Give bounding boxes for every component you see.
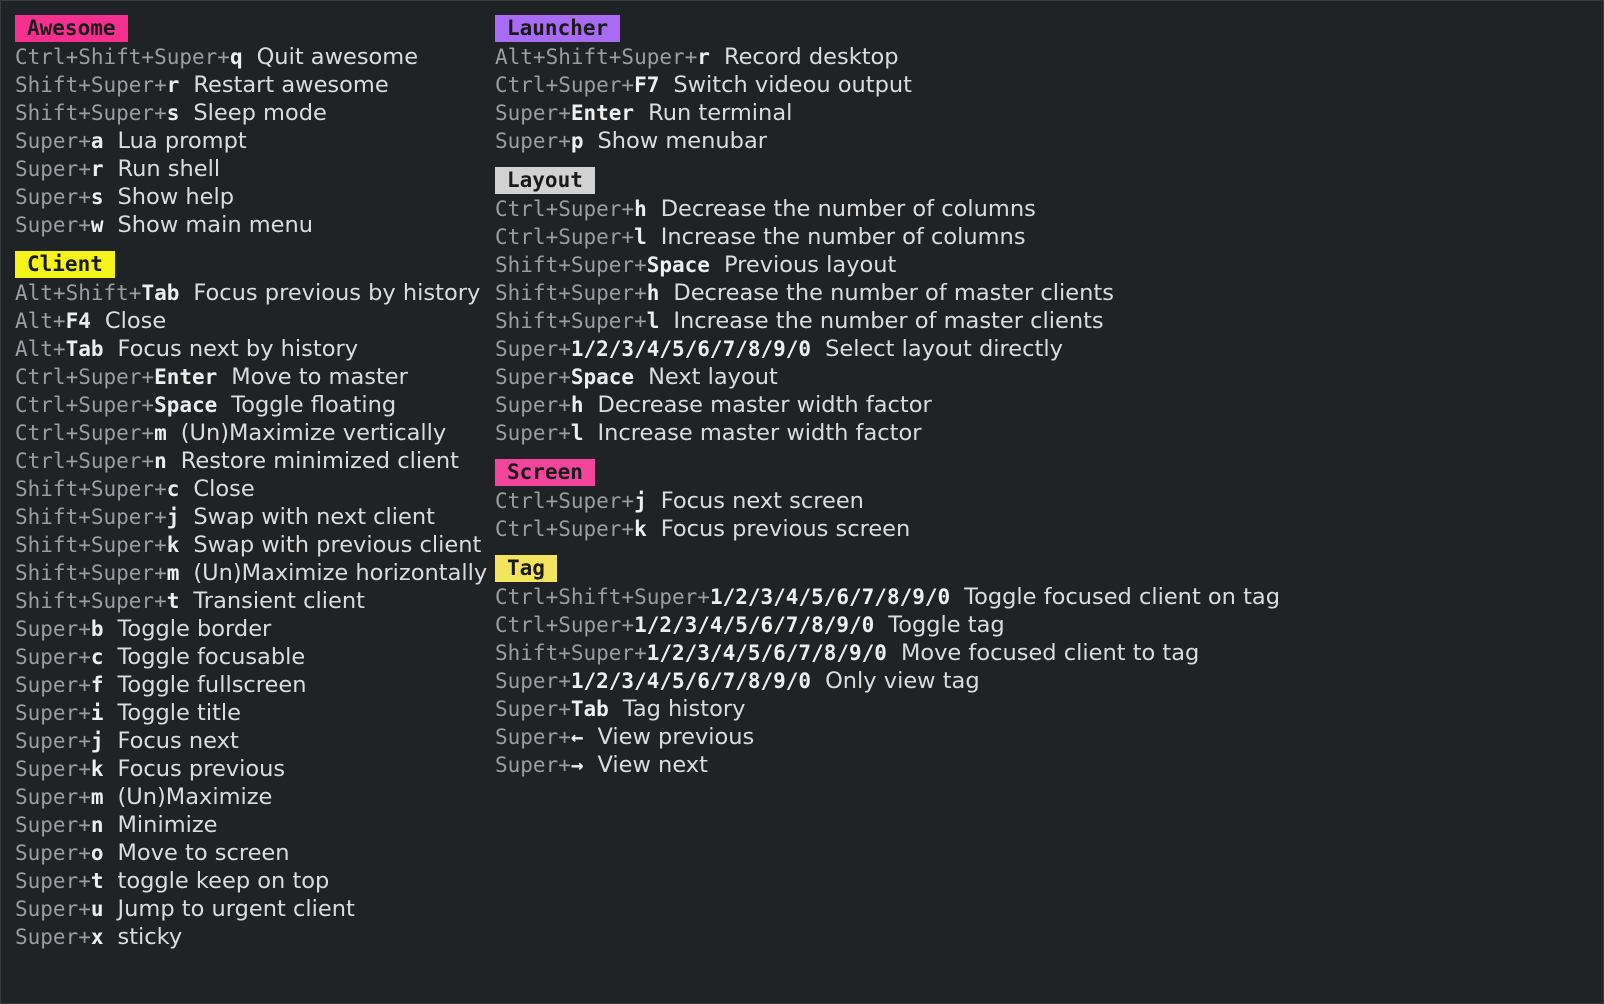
main-key: l: [570, 421, 584, 445]
hotkey-description: Increase the number of master clients: [673, 308, 1104, 334]
hotkey-row: [15, 615, 487, 643]
main-key: n: [154, 449, 167, 473]
modifier-keys: Shift+Super+: [495, 253, 647, 277]
hotkey-description: Only view tag: [825, 668, 980, 694]
hotkey-row: [15, 183, 487, 211]
hotkey-row: [15, 99, 487, 127]
hotkey-description: Move focused client to tag: [900, 640, 1200, 666]
hotkey-description: Toggle fullscreen: [117, 672, 307, 698]
modifier-keys: Alt+: [15, 337, 66, 361]
main-key: Tab: [65, 337, 104, 361]
modifier-keys: Super+: [15, 157, 91, 181]
group-screen: [495, 459, 1280, 543]
hotkey-description: Focus next: [117, 728, 239, 754]
main-key: h: [570, 393, 584, 417]
hotkey-description: Focus previous: [117, 756, 286, 782]
hotkey-row: [15, 307, 487, 335]
modifier-keys: Super+: [15, 213, 91, 237]
main-key: w: [90, 213, 104, 237]
hotkey-row: [15, 643, 487, 671]
main-key: 1/2/3/4/5/6/7/8/9/0: [709, 585, 951, 609]
key-combo: [15, 897, 104, 921]
hotkey-description: Toggle focusable: [117, 644, 306, 670]
modifier-keys: Alt+: [15, 309, 66, 333]
hotkey-row: [495, 583, 1280, 611]
modifier-keys: Shift+Super+: [15, 477, 167, 501]
hotkey-row: [15, 727, 487, 755]
hotkey-description: Swap with previous client: [193, 532, 482, 558]
key-combo: [15, 185, 104, 209]
hotkey-description: Decrease master width factor: [597, 392, 932, 418]
modifier-keys: Super+: [15, 185, 91, 209]
hotkey-row: [15, 71, 487, 99]
hotkey-description: Increase master width factor: [597, 420, 922, 446]
modifier-keys: Super+: [495, 393, 571, 417]
hotkey-description: (Un)Maximize horizontally: [193, 560, 488, 586]
modifier-keys: Ctrl+Super+: [495, 517, 635, 541]
group-layout: [495, 167, 1280, 447]
hotkey-row: [495, 391, 1280, 419]
main-key: →: [570, 753, 584, 777]
hotkey-description: Run terminal: [648, 100, 793, 126]
hotkey-row: [495, 127, 1280, 155]
hotkey-row: [495, 723, 1280, 751]
hotkey-description: Toggle title: [117, 700, 242, 726]
key-combo: [15, 617, 104, 641]
key-combo: [495, 197, 647, 221]
hotkey-row: [15, 211, 487, 239]
key-combo: [495, 253, 710, 277]
main-key: c: [90, 645, 104, 669]
hotkey-row: [495, 611, 1280, 639]
key-combo: [15, 365, 217, 389]
hotkey-description: Toggle tag: [888, 612, 1005, 638]
key-combo: [495, 393, 584, 417]
hotkey-row: [15, 419, 487, 447]
hotkey-description: Focus next screen: [660, 488, 864, 514]
modifier-keys: Super+: [15, 729, 91, 753]
hotkey-description: Show menubar: [597, 128, 767, 154]
hotkey-description: Move to master: [231, 364, 408, 390]
modifier-keys: Super+: [15, 869, 91, 893]
modifier-keys: Super+: [495, 753, 571, 777]
key-combo: [15, 337, 104, 361]
hotkey-description: toggle keep on top: [117, 868, 330, 894]
key-combo: [15, 645, 104, 669]
modifier-keys: Ctrl+Super+: [495, 197, 635, 221]
key-combo: [15, 701, 104, 725]
hotkey-description: Minimize: [117, 812, 218, 838]
modifier-keys: Shift+Super+: [15, 505, 167, 529]
modifier-keys: Super+: [495, 337, 571, 361]
modifier-keys: Super+: [15, 925, 91, 949]
hotkey-description: Select layout directly: [825, 336, 1063, 362]
key-combo: [15, 309, 91, 333]
main-key: r: [697, 45, 710, 69]
main-key: Tab: [570, 697, 609, 721]
hotkey-description: Next layout: [648, 364, 778, 390]
key-combo: [15, 925, 104, 949]
main-key: s: [166, 101, 180, 125]
main-key: 1/2/3/4/5/6/7/8/9/0: [634, 613, 875, 637]
key-combo: [15, 45, 243, 69]
main-key: r: [166, 73, 180, 97]
main-key: l: [634, 225, 647, 249]
main-key: 1/2/3/4/5/6/7/8/9/0: [646, 641, 887, 665]
key-combo: [495, 697, 609, 721]
group-header-awesome: Awesome: [15, 15, 128, 42]
hotkey-description: Move to screen: [117, 840, 290, 866]
main-key: j: [634, 489, 647, 513]
hotkey-row: [15, 155, 487, 183]
modifier-keys: Shift+Super+: [495, 281, 647, 305]
key-combo: [15, 393, 217, 417]
modifier-keys: Super+: [495, 669, 571, 693]
hotkey-row: [15, 867, 487, 895]
main-key: i: [90, 701, 104, 725]
hotkey-row: [495, 487, 1280, 515]
hotkey-row: [15, 559, 487, 587]
main-key: h: [646, 281, 660, 305]
main-key: Enter: [570, 101, 635, 125]
main-key: Space: [154, 393, 218, 417]
hotkey-row: [495, 71, 1280, 99]
main-key: f: [90, 673, 104, 697]
hotkey-row: [495, 251, 1280, 279]
hotkey-description: Previous layout: [723, 252, 897, 278]
hotkey-description: sticky: [117, 924, 183, 950]
modifier-keys: Super+: [495, 697, 571, 721]
key-combo: [15, 449, 167, 473]
key-combo: [495, 73, 659, 97]
hotkey-description: Restore minimized client: [180, 448, 459, 474]
main-key: Enter: [154, 365, 218, 389]
modifier-keys: Super+: [495, 365, 571, 389]
hotkey-description: Swap with next client: [193, 504, 435, 530]
modifier-keys: Shift+Super+: [15, 533, 167, 557]
key-combo: [15, 757, 104, 781]
main-key: n: [90, 813, 104, 837]
key-combo: [495, 613, 874, 637]
key-combo: [495, 225, 647, 249]
modifier-keys: Ctrl+Shift+Super+: [495, 585, 710, 609]
hotkey-description: Focus previous by history: [193, 280, 481, 306]
hotkey-row: [495, 639, 1280, 667]
key-combo: [15, 729, 104, 753]
modifier-keys: Super+: [15, 673, 91, 697]
main-key: ←: [570, 725, 584, 749]
hotkey-description: Close: [193, 476, 255, 502]
modifier-keys: Shift+Super+: [15, 561, 167, 585]
hotkey-row: [495, 307, 1280, 335]
modifier-keys: Ctrl+Super+: [495, 489, 635, 513]
key-combo: [495, 585, 950, 609]
hotkey-row: [15, 127, 487, 155]
modifier-keys: Shift+Super+: [15, 589, 167, 613]
modifier-keys: Ctrl+Super+: [15, 449, 155, 473]
modifier-keys: Super+: [495, 129, 571, 153]
hotkey-row: [15, 895, 487, 923]
main-key: 1/2/3/4/5/6/7/8/9/0: [570, 669, 812, 693]
main-key: F4: [65, 309, 91, 333]
hotkey-row: [15, 475, 487, 503]
modifier-keys: Super+: [15, 701, 91, 725]
main-key: m: [166, 561, 180, 585]
main-key: x: [90, 925, 104, 949]
hotkey-description: Focus previous screen: [660, 516, 911, 542]
main-key: t: [90, 869, 104, 893]
hotkey-description: (Un)Maximize: [117, 784, 273, 810]
hotkey-row: [495, 335, 1280, 363]
main-key: c: [166, 477, 180, 501]
key-combo: [495, 45, 710, 69]
hotkey-row: [495, 43, 1280, 71]
main-key: q: [229, 45, 243, 69]
main-key: j: [90, 729, 104, 753]
modifier-keys: Ctrl+Shift+Super+: [15, 45, 230, 69]
key-combo: [15, 589, 179, 613]
main-key: s: [90, 185, 104, 209]
hotkey-row: [15, 587, 487, 615]
hotkey-row: [495, 419, 1280, 447]
key-combo: [495, 337, 811, 361]
key-combo: [15, 73, 179, 97]
main-key: Tab: [141, 281, 180, 305]
hotkey-row: [15, 755, 487, 783]
right-column: [495, 15, 1280, 791]
modifier-keys: Shift+Super+: [15, 101, 167, 125]
hotkey-row: [15, 447, 487, 475]
main-key: k: [90, 757, 104, 781]
hotkey-row: [495, 751, 1280, 779]
main-key: p: [570, 129, 584, 153]
hotkey-row: [495, 195, 1280, 223]
modifier-keys: Shift+Super+: [495, 641, 647, 665]
hotkey-description: Show main menu: [117, 212, 314, 238]
key-combo: [495, 669, 811, 693]
hotkey-description: Focus next by history: [117, 336, 359, 362]
key-combo: [15, 101, 179, 125]
key-combo: [495, 309, 659, 333]
main-key: o: [90, 841, 104, 865]
hotkey-row: [495, 667, 1280, 695]
main-key: F7: [634, 73, 660, 97]
modifier-keys: Ctrl+Super+: [15, 365, 155, 389]
modifier-keys: Alt+Shift+: [15, 281, 142, 305]
main-key: j: [166, 505, 180, 529]
main-key: h: [634, 197, 647, 221]
key-combo: [495, 517, 647, 541]
group-header-layout: Layout: [495, 167, 595, 194]
modifier-keys: Super+: [15, 757, 91, 781]
modifier-keys: Super+: [15, 813, 91, 837]
modifier-keys: Ctrl+Super+: [495, 613, 635, 637]
group-awesome: [15, 15, 487, 239]
hotkey-row: [495, 515, 1280, 543]
group-header-screen: Screen: [495, 459, 595, 486]
modifier-keys: Super+: [15, 617, 91, 641]
hotkey-description: Restart awesome: [193, 72, 389, 98]
main-key: k: [166, 533, 180, 557]
hotkey-description: Jump to urgent client: [117, 896, 355, 922]
hotkey-row: [15, 335, 487, 363]
modifier-keys: Super+: [15, 785, 91, 809]
hotkey-row: [495, 279, 1280, 307]
modifier-keys: Shift+Super+: [15, 73, 167, 97]
hotkey-description: Sleep mode: [193, 100, 327, 126]
hotkey-description: Switch videou output: [673, 72, 912, 98]
key-combo: [495, 641, 887, 665]
main-key: t: [166, 589, 180, 613]
hotkey-description: (Un)Maximize vertically: [180, 420, 447, 446]
key-combo: [15, 785, 104, 809]
hotkey-row: [15, 923, 487, 951]
hotkey-description: Tag history: [622, 696, 746, 722]
key-combo: [15, 813, 104, 837]
modifier-keys: Super+: [15, 129, 91, 153]
modifier-keys: Ctrl+Super+: [495, 73, 635, 97]
hotkey-description: Run shell: [117, 156, 221, 182]
key-combo: [15, 533, 179, 557]
hotkey-row: [15, 783, 487, 811]
hotkey-description: View next: [597, 752, 708, 778]
main-key: m: [90, 785, 104, 809]
key-combo: [495, 489, 647, 513]
hotkey-description: Decrease the number of columns: [660, 196, 1036, 222]
key-combo: [15, 673, 104, 697]
key-combo: [15, 213, 104, 237]
hotkey-row: [495, 99, 1280, 127]
key-combo: [15, 477, 179, 501]
modifier-keys: Super+: [495, 101, 571, 125]
hotkey-description: Transient client: [193, 588, 365, 614]
key-combo: [15, 841, 104, 865]
hotkey-description: Close: [104, 308, 167, 334]
hotkey-row: [15, 279, 487, 307]
modifier-keys: Super+: [495, 725, 571, 749]
key-combo: [495, 725, 584, 749]
main-key: Space: [570, 365, 635, 389]
hotkey-row: [495, 695, 1280, 723]
main-key: r: [90, 157, 104, 181]
main-key: Space: [646, 253, 710, 277]
main-key: a: [90, 129, 104, 153]
hotkey-description: Decrease the number of master clients: [673, 280, 1114, 306]
hotkey-row: [15, 391, 487, 419]
hotkey-row: [15, 503, 487, 531]
hotkey-row: [15, 531, 487, 559]
hotkey-description: Toggle border: [117, 616, 272, 642]
key-combo: [15, 421, 167, 445]
key-combo: [495, 101, 634, 125]
modifier-keys: Ctrl+Super+: [495, 225, 635, 249]
modifier-keys: Shift+Super+: [495, 309, 647, 333]
hotkey-row: [15, 671, 487, 699]
main-key: 1/2/3/4/5/6/7/8/9/0: [570, 337, 812, 361]
hotkey-row: [15, 839, 487, 867]
main-key: l: [646, 309, 660, 333]
hotkey-description: Toggle focused client on tag: [964, 584, 1280, 610]
key-combo: [495, 753, 584, 777]
modifier-keys: Alt+Shift+Super+: [495, 45, 698, 69]
hotkey-row: [15, 363, 487, 391]
key-combo: [495, 129, 584, 153]
hotkey-description: Lua prompt: [117, 128, 247, 154]
hotkey-description: Quit awesome: [256, 44, 419, 70]
left-column: [15, 15, 487, 963]
group-launcher: [495, 15, 1280, 155]
hotkey-row: [495, 223, 1280, 251]
modifier-keys: Ctrl+Super+: [15, 421, 155, 445]
key-combo: [15, 505, 179, 529]
hotkey-description: Increase the number of columns: [660, 224, 1026, 250]
main-key: b: [90, 617, 104, 641]
key-combo: [15, 869, 104, 893]
hotkey-row: [15, 811, 487, 839]
hotkey-description: Toggle floating: [231, 392, 397, 418]
group-tag: [495, 555, 1280, 779]
modifier-keys: Super+: [15, 841, 91, 865]
hotkey-description: Show help: [117, 184, 235, 210]
key-combo: [15, 281, 179, 305]
key-combo: [15, 561, 179, 585]
group-header-client: Client: [15, 251, 115, 278]
main-key: k: [634, 517, 647, 541]
hotkey-description: Record desktop: [723, 44, 899, 70]
hotkey-row: [15, 699, 487, 727]
modifier-keys: Ctrl+Super+: [15, 393, 155, 417]
group-header-launcher: Launcher: [495, 15, 620, 42]
key-combo: [495, 421, 584, 445]
hotkey-row: [495, 363, 1280, 391]
key-combo: [15, 129, 104, 153]
key-combo: [15, 157, 104, 181]
key-combo: [495, 281, 659, 305]
group-header-tag: Tag: [495, 555, 557, 582]
group-client: [15, 251, 487, 951]
hotkey-description: View previous: [597, 724, 755, 750]
main-key: u: [90, 897, 104, 921]
main-key: m: [154, 421, 167, 445]
modifier-keys: Super+: [15, 897, 91, 921]
modifier-keys: Super+: [15, 645, 91, 669]
hotkey-row: [15, 43, 487, 71]
key-combo: [495, 365, 634, 389]
modifier-keys: Super+: [495, 421, 571, 445]
